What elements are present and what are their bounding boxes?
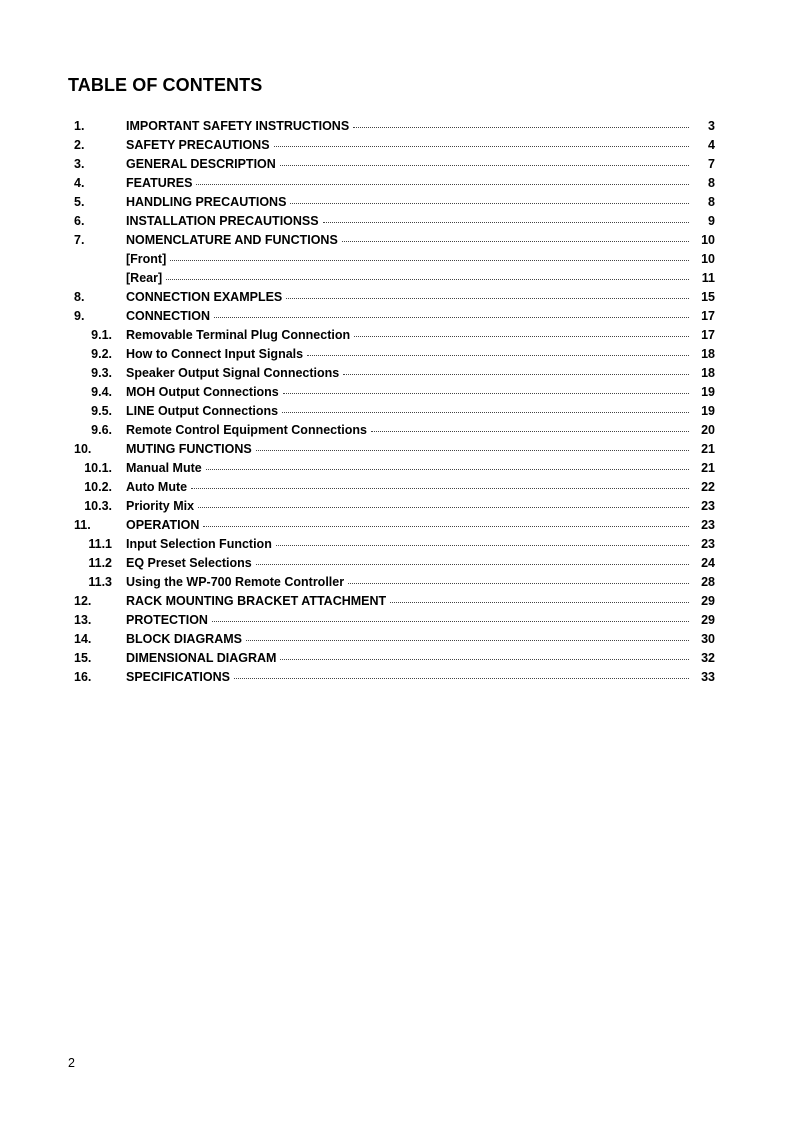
toc-entry-number: 5. [74,195,85,209]
toc-entry-label: SPECIFICATIONS [126,670,230,684]
toc-entry-number: 1. [74,119,85,133]
toc-entry-page: 23 [701,518,715,532]
toc-entry-label: Speaker Output Signal Connections [126,366,340,380]
dot-leader [348,582,689,584]
toc-entry-label: Input Selection Function [126,537,272,551]
toc-entry[interactable] [68,231,715,250]
toc-entry[interactable] [68,326,715,345]
toc-entry[interactable] [68,345,715,364]
dot-leader [307,354,689,356]
toc-entry[interactable] [68,402,715,421]
toc-entry-label: INSTALLATION PRECAUTIONSS [126,214,319,228]
toc-entry-number: 6. [74,214,85,228]
toc-entry[interactable] [68,364,715,383]
toc-entry-number: 9.2. [91,347,112,361]
toc-entry-page: 10 [701,252,715,266]
toc-entry-page: 17 [701,328,715,342]
toc-entry-label: OPERATION [126,518,200,532]
toc-entry-number: 11.1 [88,537,112,551]
dot-leader [256,449,689,451]
toc-entry-page: 23 [701,537,715,551]
toc-entry-number: 10.3. [84,499,112,513]
toc-entry-page: 15 [701,290,715,304]
toc-entry[interactable] [68,155,715,174]
dot-leader [353,126,689,128]
toc-entry-page: 32 [701,651,715,665]
toc-entry-label: HANDLING PRECAUTIONS [126,195,287,209]
toc-entry-label: DIMENSIONAL DIAGRAM [126,651,277,665]
toc-entry-page: 19 [701,385,715,399]
dot-leader [323,221,689,223]
dot-leader [191,487,689,489]
toc-entry[interactable] [68,497,715,516]
toc-entry-label: GENERAL DESCRIPTION [126,157,276,171]
toc-entry[interactable] [68,478,715,497]
toc-entry-label: LINE Output Connections [126,404,279,418]
toc-entry-label: [Front] [126,252,167,266]
toc-entry[interactable] [68,212,715,231]
toc-entry-label: How to Connect Input Signals [126,347,304,361]
dot-leader [282,411,689,413]
toc-entry-page: 33 [701,670,715,684]
toc-entry-number: 10.1. [84,461,112,475]
dot-leader [246,639,689,641]
toc-entry-page: 29 [701,613,715,627]
toc-entry[interactable] [68,516,715,535]
toc-entry[interactable] [68,250,715,269]
toc-entry[interactable] [68,554,715,573]
toc-entry-label: Priority Mix [126,499,195,513]
page-number: 2 [68,1056,75,1070]
toc-entry-number: 13. [74,613,92,627]
toc-entry[interactable] [68,611,715,630]
toc-entry-page: 4 [708,138,715,152]
dot-leader [256,563,689,565]
toc-entry-page: 17 [701,309,715,323]
toc-entry-number: 2. [74,138,85,152]
toc-entry-number: 11.3 [88,575,112,589]
dot-leader [371,430,689,432]
toc-entry-number: 9.6. [91,423,112,437]
toc-entry-number: 10.2. [84,480,112,494]
toc-entry-page: 23 [701,499,715,513]
toc-entry-page: 29 [701,594,715,608]
toc-entry[interactable] [68,136,715,155]
toc-entry[interactable] [68,117,715,136]
dot-leader [166,278,689,280]
dot-leader [212,620,689,622]
dot-leader [286,297,689,299]
toc-entry-number: 7. [74,233,85,247]
toc-entry[interactable] [68,630,715,649]
toc-entry[interactable] [68,288,715,307]
toc-entry-number: 11. [74,518,91,532]
toc-entry[interactable] [68,535,715,554]
toc-entry-number: 12. [74,594,92,608]
dot-leader [198,506,689,508]
toc-entry-label: FEATURES [126,176,193,190]
dot-leader [206,468,689,470]
toc-entry-page: 3 [708,119,715,133]
dot-leader [342,240,689,242]
toc-entry-label: RACK MOUNTING BRACKET ATTACHMENT [126,594,387,608]
dot-leader [390,601,689,603]
toc-entry-number: 4. [74,176,85,190]
toc-entry-label: PROTECTION [126,613,208,627]
toc-entry-label: BLOCK DIAGRAMS [126,632,242,646]
toc-entry-number: 9.3. [91,366,112,380]
dot-leader [276,544,689,546]
toc-entry-label: Using the WP-700 Remote Controller [126,575,345,589]
toc-entry[interactable] [68,592,715,611]
toc-entry-page: 28 [701,575,715,589]
dot-leader [343,373,689,375]
toc-entry-label: IMPORTANT SAFETY INSTRUCTIONS [126,119,350,133]
toc-entry[interactable] [68,269,715,288]
toc-entry-number: 15. [74,651,92,665]
toc-entry-page: 11 [701,271,715,285]
toc-entry-page: 10 [701,233,715,247]
toc-entry-page: 21 [701,442,715,456]
toc-entry-number: 8. [74,290,85,304]
toc-entry-label: Removable Terminal Plug Connection [126,328,351,342]
toc-entry-label: NOMENCLATURE AND FUNCTIONS [126,233,338,247]
toc-entry[interactable] [68,193,715,212]
toc-entry-page: 18 [701,347,715,361]
toc-entry-page: 7 [708,157,715,171]
toc-entry[interactable] [68,440,715,459]
toc-entry[interactable] [68,383,715,402]
toc-entry-page: 8 [708,195,715,209]
toc-entry-label: [Rear] [126,271,163,285]
dot-leader [283,392,689,394]
toc-entry[interactable] [68,459,715,478]
dot-leader [290,202,689,204]
toc-entry-label: Remote Control Equipment Connections [126,423,367,437]
toc-entry-label: SAFETY PRECAUTIONS [126,138,270,152]
toc-entry-label: CONNECTION EXAMPLES [126,290,283,304]
dot-leader [280,164,689,166]
toc-entry[interactable] [68,649,715,668]
toc-entry-page: 22 [701,480,715,494]
dot-leader [196,183,689,185]
toc-entry-number: 9.1. [91,328,112,342]
toc-entry-page: 9 [708,214,715,228]
toc-entry[interactable] [68,421,715,440]
toc-entry-number: 9.4. [91,385,112,399]
toc-entry-page: 20 [701,423,715,437]
toc-entry-page: 18 [701,366,715,380]
dot-leader [214,316,689,318]
toc-entry-label: CONNECTION [126,309,211,323]
toc-entry-page: 21 [701,461,715,475]
toc-entry-label: MOH Output Connections [126,385,279,399]
table-of-contents [68,117,715,687]
toc-entry-label: MUTING FUNCTIONS [126,442,252,456]
toc-entry-label: EQ Preset Selections [126,556,252,570]
toc-entry-number: 3. [74,157,85,171]
toc-entry-number: 14. [74,632,92,646]
toc-entry-number: 10. [74,442,92,456]
toc-entry-page: 19 [701,404,715,418]
toc-entry-page: 30 [701,632,715,646]
toc-entry-number: 9.5. [91,404,112,418]
dot-leader [170,259,689,261]
toc-entry[interactable] [68,307,715,326]
page-title: TABLE OF CONTENTS [68,75,263,95]
toc-entry-page: 24 [701,556,715,570]
toc-entry-number: 16. [74,670,92,684]
toc-entry-label: Manual Mute [126,461,202,475]
toc-entry-number: 11.2 [88,556,112,570]
dot-leader [274,145,689,147]
dot-leader [234,677,689,679]
toc-entry-page: 8 [708,176,715,190]
dot-leader [354,335,689,337]
toc-entry[interactable] [68,174,715,193]
toc-entry-label: Auto Mute [126,480,188,494]
toc-entry[interactable] [68,668,715,687]
dot-leader [203,525,689,527]
dot-leader [280,658,689,660]
toc-entry-number: 9. [74,309,85,323]
toc-entry[interactable] [68,573,715,592]
